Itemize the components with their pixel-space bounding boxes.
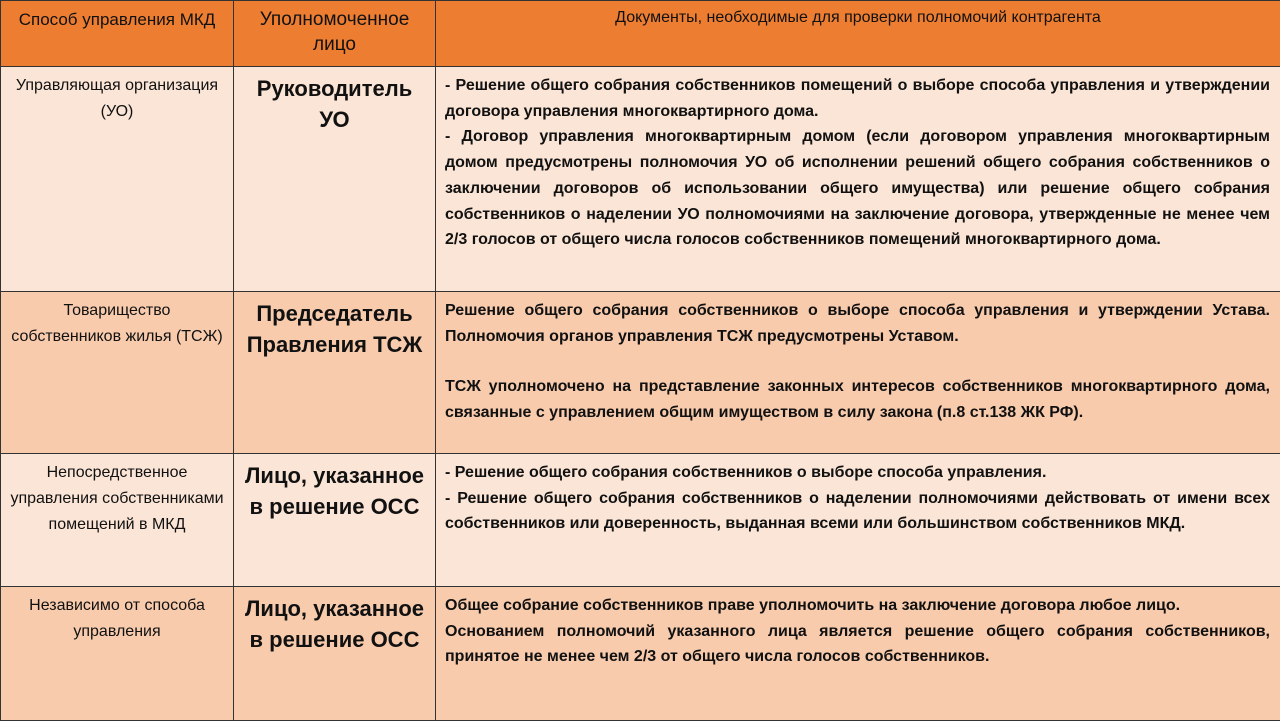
document-item: - Решение общего собрания собственников помещений о выборе способа управления и утверждении договора управления многоквартирного дома. bbox=[445, 73, 1270, 124]
document-item: - Решение общего собрания собственников о выборе способа управления. bbox=[445, 460, 1270, 486]
document-item: Основанием полномочий указанного лица является решение общего собрания собственников, принятое не менее чем 2/3 от общего числа голосов собственников. bbox=[445, 619, 1270, 670]
authorized-person-cell: Лицо, указанное в решение ОСС bbox=[234, 454, 436, 587]
management-method-cell: Товарищество собственников жилья (ТСЖ) bbox=[1, 292, 234, 454]
required-documents-cell bbox=[436, 292, 1280, 454]
management-method-cell: Управляющая организация (УО) bbox=[1, 67, 234, 292]
header-management-method: Способ управления МКД bbox=[1, 1, 234, 67]
management-method-cell: Непосредственное управления собственниками помещений в МКД bbox=[1, 454, 234, 587]
table-row bbox=[1, 587, 1280, 721]
table-row bbox=[1, 454, 1280, 587]
required-documents-cell bbox=[436, 454, 1280, 587]
document-item: - Решение общего собрания собственников о наделении полномочиями действовать от имени всех собственников или доверенность, выданная всеми или большинством собственников МКД. bbox=[445, 486, 1270, 537]
header-authorized-person: Уполномоченное лицо bbox=[234, 1, 436, 67]
management-method-cell: Независимо от способа управления bbox=[1, 587, 234, 721]
authorized-person-cell: Лицо, указанное в решение ОСС bbox=[234, 587, 436, 721]
document-item: - Договор управления многоквартирным домом (если договором управления многоквартирным домом предусмотрены полномочия УО об исполнении решений общего собрания собственников о заключении договоров об использовании общего имущества) или решение общего собрания собственников о наделении УО полномочиями на заключение договора, утвержденные не менее чем 2/3 голосов от общего числа голосов собственников помещений многоквартирного дома. bbox=[445, 124, 1270, 253]
document-item: ТСЖ уполномочено на представление законных интересов собственников многоквартирного дома, связанные с управлением общим имуществом в силу закона (п.8 ст.138 ЖК РФ). bbox=[445, 374, 1270, 425]
table-row bbox=[1, 67, 1280, 292]
header-required-documents: Документы, необходимые для проверки полномочий контрагента bbox=[436, 1, 1280, 67]
required-documents-cell bbox=[436, 587, 1280, 721]
table-header-row bbox=[1, 1, 1280, 67]
document-item: Решение общего собрания собственников о выборе способа управления и утверждении Устава. Полномочия органов управления ТСЖ предусмотрены Уставом. bbox=[445, 298, 1270, 349]
required-documents-cell bbox=[436, 67, 1280, 292]
authorized-person-cell: Председатель Правления ТСЖ bbox=[234, 292, 436, 454]
authorized-person-cell: Руководитель УО bbox=[234, 67, 436, 292]
table-row bbox=[1, 292, 1280, 454]
document-item: Общее собрание собственников праве уполномочить на заключение договора любое лицо. bbox=[445, 593, 1270, 619]
